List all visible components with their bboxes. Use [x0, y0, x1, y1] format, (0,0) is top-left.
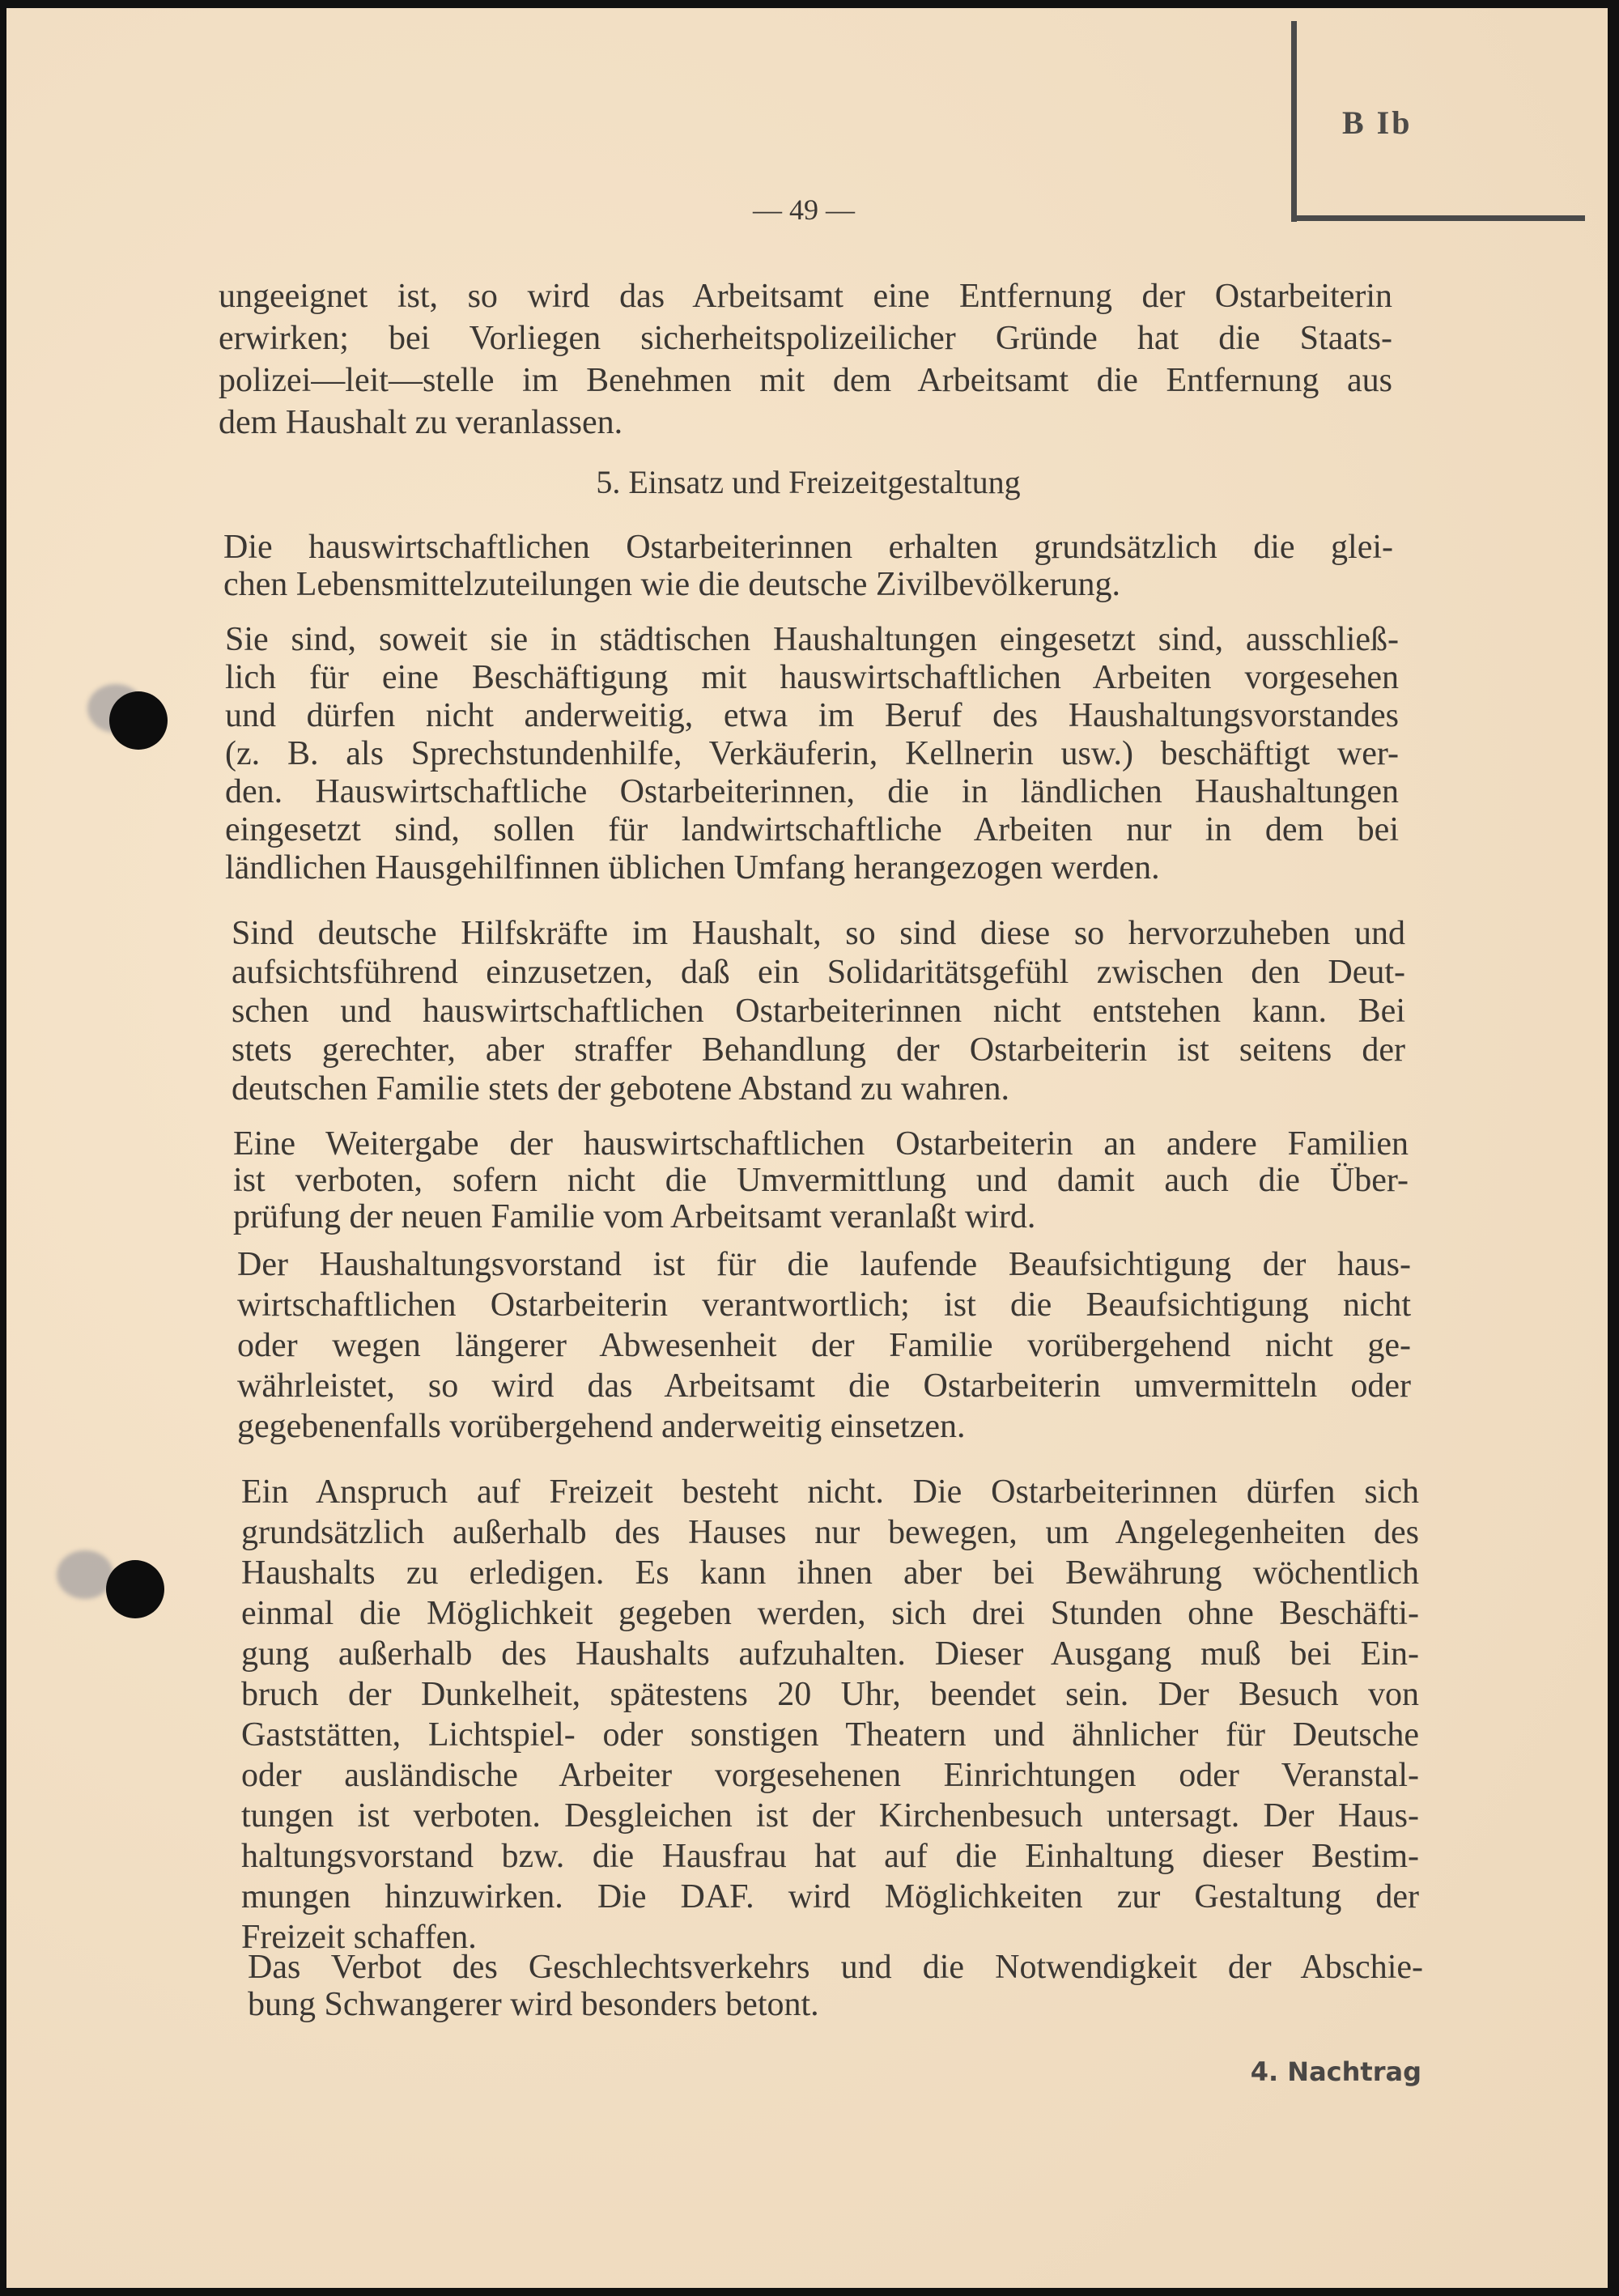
- text-line: wirtschaftlichen Ostarbeiterin verantwortlich; ist die Beaufsichtigung nicht: [237, 1286, 1411, 1324]
- text-line: oder ausländische Arbeiter vorgesehenen Einrichtungen oder Veranstal-: [241, 1757, 1419, 1794]
- paragraph-supervision: [237, 1244, 1411, 1447]
- text-line: Das Verbot des Geschlechtsverkehrs und die Notwendigkeit der Abschie-: [248, 1949, 1423, 1986]
- text-line: Der Haushaltungsvorstand ist für die laufende Beaufsichtigung der haus-: [237, 1246, 1411, 1283]
- paragraph-german-helpers: [232, 914, 1405, 1108]
- stamp-frame-vertical: [1291, 21, 1297, 222]
- punch-hole: [109, 691, 168, 750]
- document-page: [6, 8, 1608, 2288]
- text-line: prüfung der neuen Familie vom Arbeitsamt veranlaßt wird.: [233, 1198, 1036, 1235]
- text-line: währleistet, so wird das Arbeitsamt die Ostarbeiterin umvermitteln oder: [237, 1367, 1411, 1405]
- text-line: aufsichtsführend einzusetzen, daß ein Solidaritätsgefühl zwischen den Deut-: [232, 954, 1405, 991]
- section-stamp: B Ib: [1342, 104, 1413, 141]
- paragraph-prohibition: [248, 1949, 1423, 2023]
- text-line: und dürfen nicht anderweitig, etwa im Beruf des Haushaltungsvorstandes: [225, 697, 1399, 734]
- text-line: erwirken; bei Vorliegen sicherheitspolizeilicher Gründe hat die Staats-: [219, 320, 1392, 357]
- paragraph-continuation: [219, 275, 1392, 444]
- paragraph-employment: [225, 621, 1399, 887]
- text-line: polizei—leit—stelle im Benehmen mit dem Arbeitsamt die Entfernung aus: [219, 362, 1392, 399]
- text-line: gung außerhalb des Haushalts aufzuhalten. Dieser Ausgang muß bei Ein-: [241, 1635, 1419, 1673]
- text-line: den. Hauswirtschaftliche Ostarbeiterinnen, die in ländlichen Haushaltungen: [225, 773, 1399, 810]
- text-line: dem Haushalt zu veranlassen.: [219, 404, 623, 441]
- text-line: Ein Anspruch auf Freizeit besteht nicht. Die Ostarbeiterinnen dürfen sich: [241, 1473, 1419, 1511]
- text-line: Die hauswirtschaftlichen Ostarbeiterinnen erhalten grundsätzlich die glei-: [223, 529, 1393, 566]
- stamp-frame-horizontal: [1294, 215, 1585, 221]
- paragraph-free-time: [241, 1472, 1419, 1958]
- text-line: ungeeignet ist, so wird das Arbeitsamt eine Entfernung der Ostarbeiterin: [219, 278, 1392, 315]
- supplement-label: 4. Nachtrag: [1250, 2056, 1421, 2087]
- text-line: Sind deutsche Hilfskräfte im Haushalt, so sind diese so hervorzuheben und: [232, 915, 1405, 952]
- text-line: Sie sind, soweit sie in städtischen Haushaltungen eingesetzt sind, ausschließ-: [225, 621, 1399, 658]
- text-line: oder wegen längerer Abwesenheit der Familie vorübergehend nicht ge-: [237, 1327, 1411, 1364]
- text-line: stets gerechter, aber straffer Behandlung der Ostarbeiterin ist seitens der: [232, 1031, 1405, 1069]
- text-line: chen Lebensmittelzuteilungen wie die deutsche Zivilbevölkerung.: [223, 566, 1120, 603]
- text-line: tungen ist verboten. Desgleichen ist der Kirchenbesuch untersagt. Der Haus-: [241, 1797, 1419, 1835]
- text-line: ist verboten, sofern nicht die Umvermittlung und damit auch die Über-: [233, 1162, 1409, 1199]
- text-line: grundsätzlich außerhalb des Hauses nur bewegen, um Angelegenheiten des: [241, 1514, 1419, 1551]
- page-number: — 49 —: [753, 193, 855, 226]
- text-line: mungen hinzuwirken. Die DAF. wird Möglichkeiten zur Gestaltung der: [241, 1878, 1419, 1915]
- text-line: bruch der Dunkelheit, spätestens 20 Uhr, beendet sein. Der Besuch von: [241, 1676, 1419, 1713]
- section-heading: 5. Einsatz und Freizeitgestaltung: [596, 464, 1021, 500]
- text-line: lich für eine Beschäftigung mit hauswirtschaftlichen Arbeiten vorgesehen: [225, 659, 1399, 696]
- text-line: deutschen Familie stets der gebotene Abstand zu wahren.: [232, 1070, 1010, 1108]
- punch-hole-smudge: [57, 1550, 113, 1599]
- text-line: Eine Weitergabe der hauswirtschaftlichen Ostarbeiterin an andere Familien: [233, 1125, 1409, 1163]
- paragraph-rations: [223, 529, 1393, 603]
- text-line: bung Schwangerer wird besonders betont.: [248, 1986, 819, 2023]
- text-line: Haushalts zu erledigen. Es kann ihnen aber bei Bewährung wöchentlich: [241, 1554, 1419, 1592]
- text-line: schen und hauswirtschaftlichen Ostarbeiterinnen nicht entstehen kann. Bei: [232, 993, 1405, 1030]
- paragraph-transfer: [233, 1126, 1409, 1235]
- text-line: Gaststätten, Lichtspiel- oder sonstigen Theatern und ähnlicher für Deutsche: [241, 1716, 1419, 1754]
- text-line: Freizeit schaffen.: [241, 1919, 477, 1956]
- text-line: (z. B. als Sprechstundenhilfe, Verkäuferin, Kellnerin usw.) beschäftigt wer-: [225, 735, 1399, 772]
- text-line: ländlichen Hausgehilfinnen üblichen Umfang herangezogen werden.: [225, 849, 1160, 887]
- text-line: einmal die Möglichkeit gegeben werden, sich drei Stunden ohne Beschäfti-: [241, 1595, 1419, 1632]
- text-line: haltungsvorstand bzw. die Hausfrau hat auf die Einhaltung dieser Bestim-: [241, 1838, 1419, 1875]
- text-line: eingesetzt sind, sollen für landwirtschaftliche Arbeiten nur in dem bei: [225, 811, 1399, 848]
- punch-hole: [106, 1560, 164, 1618]
- text-line: gegebenenfalls vorübergehend anderweitig einsetzen.: [237, 1408, 966, 1445]
